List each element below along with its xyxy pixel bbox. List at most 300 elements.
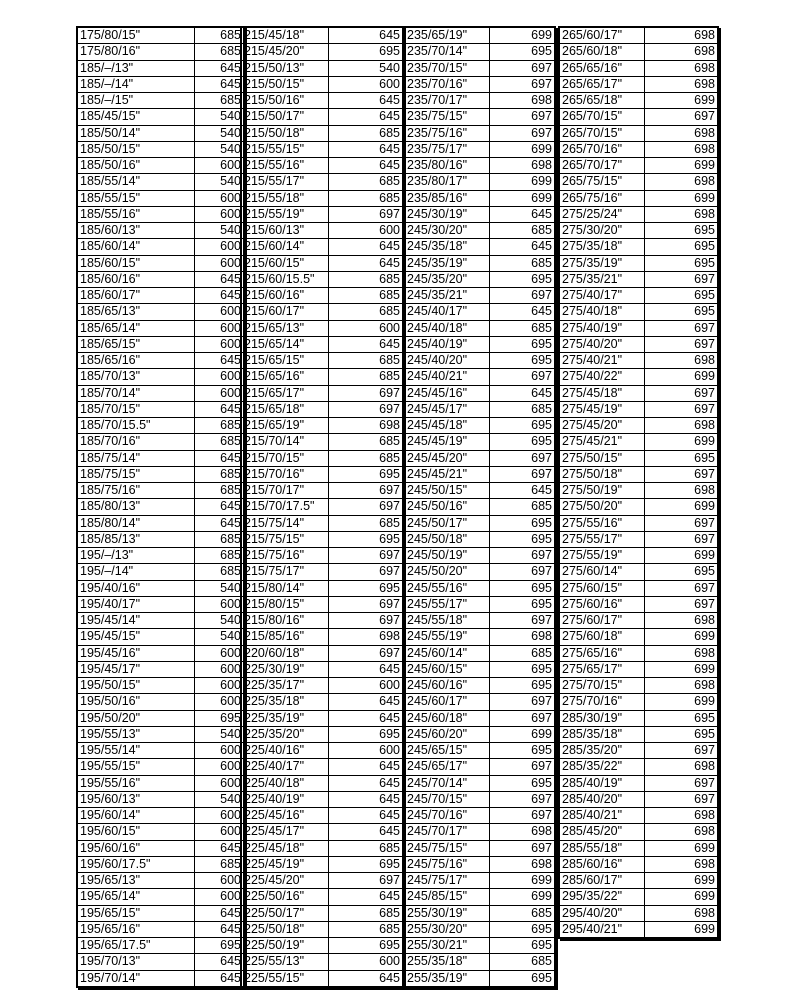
tire-price: 698 — [490, 629, 556, 645]
tire-price: 697 — [490, 710, 556, 726]
tire-size: 245/60/20" — [404, 726, 490, 742]
tire-size: 185/60/17" — [77, 288, 195, 304]
tire-size: 185/60/13" — [77, 223, 195, 239]
tire-size: 185/70/14" — [77, 385, 195, 401]
table-row — [77, 93, 244, 109]
tire-size: 195/–/14" — [77, 564, 195, 580]
table-row — [241, 645, 403, 661]
tire-price: 685 — [195, 27, 245, 44]
tire-size: 195/–/13" — [77, 548, 195, 564]
tire-size: 185/60/14" — [77, 239, 195, 255]
tire-price: 698 — [645, 905, 719, 921]
table-row — [241, 791, 403, 807]
table-row — [77, 661, 244, 677]
table-row — [559, 531, 718, 547]
table-row — [404, 271, 555, 287]
tire-price: 697 — [645, 385, 719, 401]
tire-price: 695 — [490, 678, 556, 694]
tire-price: 697 — [490, 791, 556, 807]
tire-size: 245/65/15" — [404, 743, 490, 759]
tire-price: 685 — [329, 271, 404, 287]
tire-size: 265/70/16" — [559, 141, 645, 157]
table-row — [241, 483, 403, 499]
tire-size: 275/40/17" — [559, 288, 645, 304]
tire-price: 698 — [645, 125, 719, 141]
table-row — [77, 206, 244, 222]
tire-size: 215/75/17" — [241, 564, 329, 580]
table-row — [77, 580, 244, 596]
tire-price: 685 — [490, 905, 556, 921]
tire-price: 697 — [329, 385, 404, 401]
tire-size: 225/35/19" — [241, 710, 329, 726]
table-row — [404, 889, 555, 905]
tire-size: 195/65/17.5" — [77, 938, 195, 954]
tire-price: 645 — [329, 336, 404, 352]
tire-size: 195/55/14" — [77, 743, 195, 759]
tire-size: 215/60/17" — [241, 304, 329, 320]
tire-size: 245/35/18" — [404, 239, 490, 255]
tire-size: 245/45/18" — [404, 418, 490, 434]
table-row — [77, 401, 244, 417]
tire-price: 645 — [195, 921, 245, 937]
tire-price: 540 — [195, 629, 245, 645]
tire-price: 698 — [645, 824, 719, 840]
tire-size: 235/85/16" — [404, 190, 490, 206]
tire-price: 695 — [490, 775, 556, 791]
table-row — [241, 271, 403, 287]
tire-price: 600 — [195, 645, 245, 661]
table-row — [77, 596, 244, 612]
table-row — [559, 661, 718, 677]
price-column-3 — [403, 26, 556, 988]
price-column-1 — [76, 26, 245, 988]
tire-size: 265/70/15" — [559, 109, 645, 125]
tire-size: 245/60/15" — [404, 661, 490, 677]
tire-price: 645 — [329, 141, 404, 157]
tire-size: 185/50/16" — [77, 158, 195, 174]
tire-size: 275/45/19" — [559, 401, 645, 417]
tire-size: 275/50/19" — [559, 483, 645, 499]
tire-price: 645 — [329, 109, 404, 125]
table-row — [404, 824, 555, 840]
table-row — [404, 645, 555, 661]
tire-price: 645 — [329, 775, 404, 791]
table-row — [559, 775, 718, 791]
tire-size: 275/60/17" — [559, 613, 645, 629]
tire-price: 645 — [329, 661, 404, 677]
table-row — [559, 629, 718, 645]
table-row — [404, 239, 555, 255]
tire-price: 697 — [490, 288, 556, 304]
tire-size: 195/50/15" — [77, 678, 195, 694]
tire-price: 600 — [329, 678, 404, 694]
tire-size: 245/70/17" — [404, 824, 490, 840]
table-row — [404, 515, 555, 531]
table-row — [77, 385, 244, 401]
table-row — [77, 483, 244, 499]
tire-price: 685 — [490, 401, 556, 417]
tire-price: 685 — [195, 531, 245, 547]
table-row — [559, 76, 718, 92]
table-row — [241, 564, 403, 580]
tire-size: 275/35/19" — [559, 255, 645, 271]
table-row — [241, 661, 403, 677]
tire-size: 245/85/15" — [404, 889, 490, 905]
tire-size: 285/45/20" — [559, 824, 645, 840]
tire-size: 275/35/18" — [559, 239, 645, 255]
table-row — [241, 743, 403, 759]
table-row — [559, 44, 718, 60]
tire-price: 699 — [490, 889, 556, 905]
tire-price: 645 — [195, 401, 245, 417]
tire-size: 225/50/18" — [241, 921, 329, 937]
table-row — [241, 808, 403, 824]
table-row — [77, 548, 244, 564]
table-row — [404, 255, 555, 271]
tire-price: 698 — [645, 856, 719, 872]
table-row — [77, 678, 244, 694]
tire-size: 195/45/17" — [77, 661, 195, 677]
tire-size: 265/70/17" — [559, 158, 645, 174]
table-row — [404, 109, 555, 125]
table-row — [559, 271, 718, 287]
tire-size: 245/40/17" — [404, 304, 490, 320]
table-row — [404, 466, 555, 482]
table-row — [241, 255, 403, 271]
table-row — [559, 791, 718, 807]
tire-price: 600 — [195, 661, 245, 677]
tire-price: 698 — [645, 645, 719, 661]
table-row — [559, 921, 718, 938]
table-row — [241, 970, 403, 987]
tire-size: 185/50/15" — [77, 141, 195, 157]
table-row — [77, 743, 244, 759]
tire-size: 245/45/19" — [404, 434, 490, 450]
tire-size: 215/45/18" — [241, 27, 329, 44]
table-row — [404, 206, 555, 222]
table-row — [559, 483, 718, 499]
tire-price: 685 — [195, 548, 245, 564]
tire-price: 685 — [195, 44, 245, 60]
table-row — [77, 954, 244, 970]
tire-price: 695 — [645, 239, 719, 255]
table-row — [77, 970, 244, 987]
tire-size: 275/45/18" — [559, 385, 645, 401]
tire-size: 245/40/21" — [404, 369, 490, 385]
tire-size: 245/35/21" — [404, 288, 490, 304]
tire-size: 255/30/19" — [404, 905, 490, 921]
tire-price: 695 — [490, 353, 556, 369]
tire-price: 600 — [195, 873, 245, 889]
tire-size: 265/60/18" — [559, 44, 645, 60]
table-row — [404, 808, 555, 824]
tire-size: 265/75/15" — [559, 174, 645, 190]
table-row — [77, 255, 244, 271]
tire-size: 185/85/13" — [77, 531, 195, 547]
tire-price: 600 — [195, 255, 245, 271]
table-row — [241, 27, 403, 44]
table-row — [404, 710, 555, 726]
tire-size: 195/40/16" — [77, 580, 195, 596]
tire-size: 215/60/15" — [241, 255, 329, 271]
tire-price: 695 — [490, 44, 556, 60]
tire-size: 225/55/15" — [241, 970, 329, 987]
tire-price: 685 — [490, 223, 556, 239]
tire-size: 245/50/16" — [404, 499, 490, 515]
tire-price: 540 — [195, 613, 245, 629]
tire-price: 645 — [490, 206, 556, 222]
tire-price: 600 — [195, 596, 245, 612]
tire-size: 265/65/18" — [559, 93, 645, 109]
tire-size: 245/50/19" — [404, 548, 490, 564]
tire-size: 275/55/19" — [559, 548, 645, 564]
table-row — [77, 921, 244, 937]
table-row — [404, 223, 555, 239]
tire-size: 245/45/20" — [404, 450, 490, 466]
table-row — [77, 791, 244, 807]
table-row — [404, 970, 555, 987]
tire-price: 697 — [490, 369, 556, 385]
tire-price: 600 — [195, 889, 245, 905]
table-row — [77, 564, 244, 580]
tire-price: 695 — [645, 255, 719, 271]
tire-size: 195/65/16" — [77, 921, 195, 937]
table-row — [404, 873, 555, 889]
tire-size: 185/70/15" — [77, 401, 195, 417]
tire-price: 697 — [645, 336, 719, 352]
tire-size: 285/40/19" — [559, 775, 645, 791]
tire-price: 699 — [645, 840, 719, 856]
tire-price: 540 — [195, 174, 245, 190]
tire-price: 695 — [329, 580, 404, 596]
tire-size: 195/55/13" — [77, 726, 195, 742]
table-row — [404, 27, 555, 44]
tire-size: 195/70/13" — [77, 954, 195, 970]
table-row — [241, 580, 403, 596]
tire-price: 645 — [329, 158, 404, 174]
tire-price: 697 — [645, 466, 719, 482]
tire-size: 285/40/20" — [559, 791, 645, 807]
table-row — [77, 759, 244, 775]
table-row — [241, 710, 403, 726]
tire-price: 699 — [490, 27, 556, 44]
tire-size: 185/75/14" — [77, 450, 195, 466]
tire-price: 645 — [195, 76, 245, 92]
tire-size: 275/40/20" — [559, 336, 645, 352]
tire-price: 698 — [645, 141, 719, 157]
tire-price: 699 — [490, 141, 556, 157]
tire-size: 275/55/16" — [559, 515, 645, 531]
tire-price: 540 — [195, 580, 245, 596]
tire-price: 600 — [329, 743, 404, 759]
table-row — [559, 450, 718, 466]
table-row — [77, 434, 244, 450]
tire-size: 215/75/16" — [241, 548, 329, 564]
tire-size: 215/70/15" — [241, 450, 329, 466]
tire-price: 685 — [195, 564, 245, 580]
tire-price: 695 — [645, 223, 719, 239]
table-row — [241, 434, 403, 450]
table-row — [241, 125, 403, 141]
tire-size: 195/60/13" — [77, 791, 195, 807]
table-row — [404, 938, 555, 954]
tire-size: 185/75/15" — [77, 466, 195, 482]
table-row — [77, 710, 244, 726]
table-row — [559, 320, 718, 336]
tire-size: 265/60/17" — [559, 27, 645, 44]
table-row — [77, 873, 244, 889]
tire-size: 265/75/16" — [559, 190, 645, 206]
tire-size: 185/–/13" — [77, 60, 195, 76]
tire-size: 245/40/19" — [404, 336, 490, 352]
tire-size: 215/55/17" — [241, 174, 329, 190]
tire-price: 695 — [329, 938, 404, 954]
tire-price: 685 — [490, 255, 556, 271]
table-row — [404, 401, 555, 417]
tire-price: 695 — [490, 938, 556, 954]
table-row — [559, 548, 718, 564]
table-row — [241, 531, 403, 547]
table-row — [404, 190, 555, 206]
tire-size: 215/50/13" — [241, 60, 329, 76]
tire-price: 695 — [329, 44, 404, 60]
tire-size: 245/65/17" — [404, 759, 490, 775]
tire-size: 245/70/15" — [404, 791, 490, 807]
tire-size: 275/60/18" — [559, 629, 645, 645]
table-row — [559, 190, 718, 206]
tire-price: 697 — [645, 791, 719, 807]
tire-price: 600 — [195, 239, 245, 255]
tire-size: 215/65/17" — [241, 385, 329, 401]
tire-size: 215/80/16" — [241, 613, 329, 629]
tire-price: 699 — [645, 548, 719, 564]
tire-size: 245/55/16" — [404, 580, 490, 596]
tire-size: 265/65/17" — [559, 76, 645, 92]
tire-size: 225/35/18" — [241, 694, 329, 710]
tire-price: 699 — [490, 873, 556, 889]
table-row — [404, 580, 555, 596]
tire-size: 215/70/17.5" — [241, 499, 329, 515]
tire-price: 645 — [329, 255, 404, 271]
table-row — [77, 353, 244, 369]
table-row — [404, 483, 555, 499]
tire-size: 245/45/16" — [404, 385, 490, 401]
tire-price: 645 — [329, 759, 404, 775]
table-row — [559, 743, 718, 759]
table-row — [241, 678, 403, 694]
tire-size: 235/70/15" — [404, 60, 490, 76]
tire-price: 699 — [490, 726, 556, 742]
table-row — [241, 824, 403, 840]
tire-size: 245/45/21" — [404, 466, 490, 482]
tire-price: 695 — [490, 434, 556, 450]
table-row — [404, 661, 555, 677]
tire-price: 685 — [490, 954, 556, 970]
table-row — [241, 954, 403, 970]
tire-price: 685 — [195, 483, 245, 499]
tire-price: 540 — [195, 125, 245, 141]
table-row — [77, 450, 244, 466]
tire-size: 215/50/18" — [241, 125, 329, 141]
tire-size: 225/45/19" — [241, 856, 329, 872]
tire-size: 195/55/15" — [77, 759, 195, 775]
tire-price: 695 — [195, 938, 245, 954]
tire-price: 697 — [490, 60, 556, 76]
table-row — [241, 515, 403, 531]
table-row — [559, 499, 718, 515]
tire-size: 225/45/16" — [241, 808, 329, 824]
table-row — [404, 791, 555, 807]
tire-size: 245/70/14" — [404, 775, 490, 791]
table-row — [404, 596, 555, 612]
table-row — [241, 775, 403, 791]
tire-size: 245/35/20" — [404, 271, 490, 287]
table-row — [404, 369, 555, 385]
tire-price: 600 — [195, 775, 245, 791]
table-row — [241, 629, 403, 645]
table-row — [404, 336, 555, 352]
tire-size: 245/60/16" — [404, 678, 490, 694]
tire-price: 695 — [490, 531, 556, 547]
tire-price: 697 — [490, 466, 556, 482]
table-row — [404, 564, 555, 580]
tire-price: 698 — [490, 158, 556, 174]
tire-price: 685 — [329, 905, 404, 921]
table-row — [559, 694, 718, 710]
tire-size: 245/50/20" — [404, 564, 490, 580]
table-row — [241, 320, 403, 336]
table-row — [241, 840, 403, 856]
table-row — [559, 223, 718, 239]
table-row — [559, 174, 718, 190]
table-row — [559, 401, 718, 417]
tire-size: 185/50/14" — [77, 125, 195, 141]
tire-price: 697 — [329, 401, 404, 417]
table-row — [241, 401, 403, 417]
tire-size: 275/45/20" — [559, 418, 645, 434]
tire-price: 645 — [195, 271, 245, 287]
table-row — [559, 27, 718, 44]
tire-size: 275/40/19" — [559, 320, 645, 336]
tire-price: 699 — [645, 190, 719, 206]
tire-size: 215/75/15" — [241, 531, 329, 547]
tire-price: 697 — [645, 320, 719, 336]
table-row — [241, 109, 403, 125]
tire-price: 685 — [329, 174, 404, 190]
table-row — [404, 726, 555, 742]
table-row — [241, 239, 403, 255]
tire-size: 245/70/16" — [404, 808, 490, 824]
tire-price: 645 — [195, 499, 245, 515]
tire-size: 215/70/17" — [241, 483, 329, 499]
table-row — [77, 190, 244, 206]
table-row — [77, 44, 244, 60]
table-row — [559, 369, 718, 385]
tire-size: 245/75/15" — [404, 840, 490, 856]
tire-size: 195/45/15" — [77, 629, 195, 645]
table-row — [241, 76, 403, 92]
tire-price: 540 — [195, 791, 245, 807]
tire-price: 600 — [195, 808, 245, 824]
table-row — [241, 499, 403, 515]
tire-size: 195/65/13" — [77, 873, 195, 889]
table-row — [404, 629, 555, 645]
tire-price: 685 — [329, 304, 404, 320]
table-row — [404, 158, 555, 174]
tire-price: 698 — [490, 824, 556, 840]
tire-size: 275/60/14" — [559, 564, 645, 580]
tire-price: 600 — [195, 304, 245, 320]
